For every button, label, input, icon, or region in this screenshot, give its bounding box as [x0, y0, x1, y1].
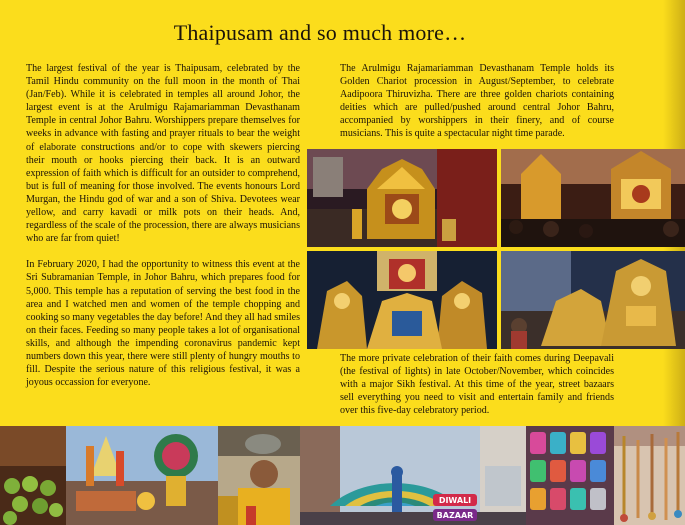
paragraph-golden-chariot: The Arulmigu Rajamariamman Devasthanam Temple holds its Golden Chariot procession in August/September, to celebrate Aadipoora Thiruvizha. There are three golden chariots containing deities which are pulled/pushed around central Johor Bahru, accompanied by worshippers in their finery, and of course musicians. This is quite a spectacular night time parade.: [340, 63, 614, 140]
paragraph-sri-subramanian: In February 2020, I had the opportunity to witness this event at the Sri Subramanian Temple, in Johor Bahru, which prepares food for 5,000. This temple has a reputation of serving the best food in the area and I watched men and women of the temple chopping and cooking so many vegetables the day before! And they all had smiles on their faces. Feeding so many people takes a lot of organisational skills, and although the impending coronavirus pandemic kept numbers down this year, there were still plenty of hungry mouths to fill. Despite the serious nature of this religious festival, it was a joyous occassion for everyone.: [26, 259, 300, 389]
photo-chariot-crowd: [501, 149, 685, 247]
right-text-column-bottom: [340, 352, 614, 430]
photo-golden-deities-night: [307, 251, 497, 349]
sign-diwali-text: DIWALI: [438, 496, 472, 505]
photo-golden-chariot-street: [307, 149, 497, 247]
left-text-column: [26, 62, 300, 402]
photo-kavadi-procession: [66, 426, 218, 525]
photo-gilded-chariot-horses: [501, 251, 685, 349]
right-text-column-top: [340, 62, 614, 154]
photo-diwali-bazaar-peacock: [300, 426, 526, 525]
paragraph-thaipusam-intro: The largest festival of the year is Thaipusam, celebrated by the Tamil Hindu community on the full moon in the month of Thai (Jan/Feb). While it is celebrated in temples all around Johor, the largest event is at the Arulmigu Rajamariamman Devasthanam Temple in central Johor Bahru. Worshippers prepare themselves for weeks in advance with fasting and prayer rituals to bear the weight of elaborate constructions and/or to cope with skewers piercing their mouth or hooks piercing their back. It is an outward expression of faith which is difficult for an outsider to comprehend, but is full of meaning for those involved. The events honours Lord Murgan, the Hindu god of war and a son of Shiva. Devotees wear yellow, and carry kavadi or milk pots on their heads. And, regardless of the scale of the procession, there are always musicians who are far from quiet!: [26, 63, 300, 245]
photo-bangle-stall: [526, 426, 614, 525]
photo-devotee-milk-pot: [218, 426, 300, 525]
sign-bazaar-text: BAZAAR: [436, 511, 474, 520]
paragraph-deepavali: The more private celebration of their faith comes during Deepavali (the festival of lights) in late October/November, which coincides with a major Sikh festival. At this time of the year, street bazaars sell everything you need to visit and entertain family and friends over this five-day celebratory period.: [340, 353, 614, 417]
page-title: Thaipusam and so much more…: [173, 20, 467, 45]
photo-fruit-stall: [0, 426, 66, 525]
photo-jewellery-display: [614, 426, 685, 525]
